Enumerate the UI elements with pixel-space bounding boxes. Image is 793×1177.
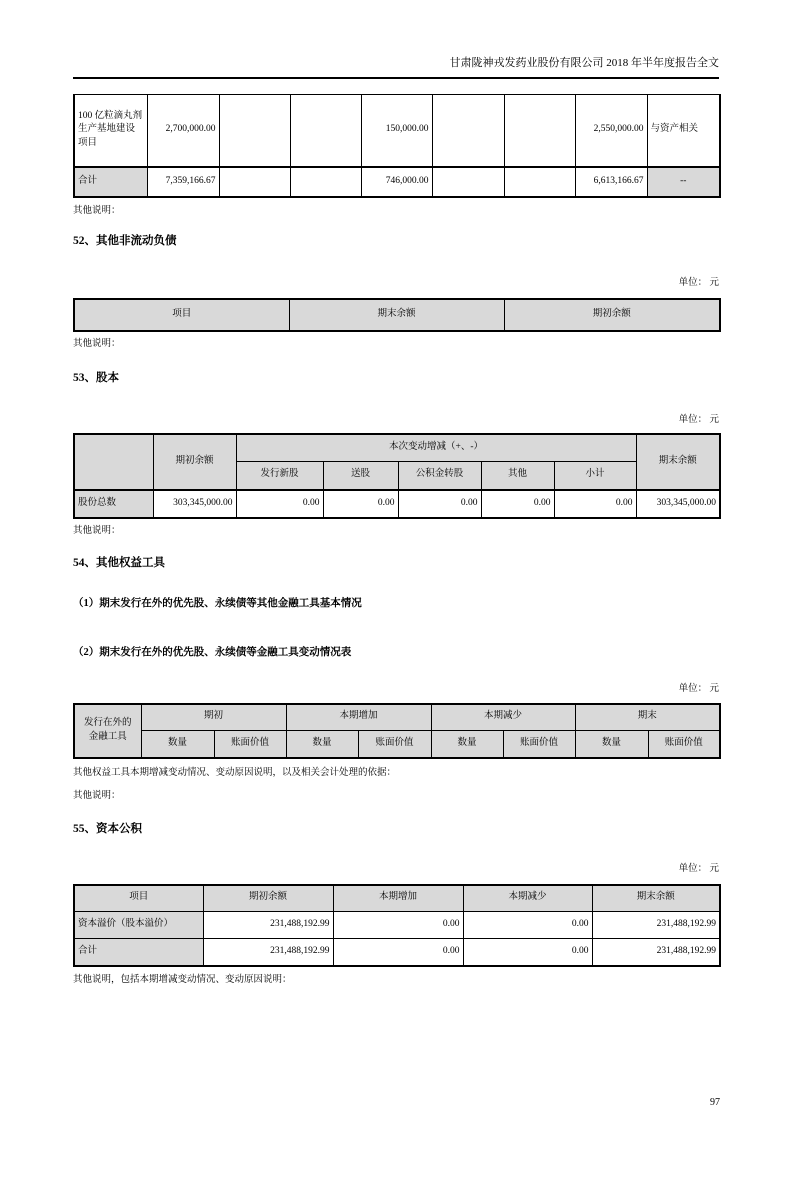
amount-cell: 303,345,000.00 — [153, 490, 236, 518]
amount-cell: 0.00 — [481, 490, 554, 518]
table-header-row — [74, 704, 720, 731]
header-cell: 期初余额 — [504, 299, 720, 331]
header-cell: 期末余额 — [289, 299, 504, 331]
header-cell: 期末余额 — [592, 885, 720, 912]
other-note: 其他说明： — [73, 205, 121, 216]
section-54-sub2: （2）期末发行在外的优先股、永续债等金融工具变动情况表 — [73, 646, 352, 658]
asset-related-cell: 与资产相关 — [647, 95, 720, 167]
header-cell: 数量 — [575, 731, 648, 758]
amount-cell: 303,345,000.00 — [636, 490, 720, 518]
change-reason-note: 其他权益工具本期增减变动情况、变动原因说明，以及相关会计处理的依据： — [73, 767, 397, 778]
header-cell: 期初余额 — [153, 434, 236, 490]
header-cell: 账面价值 — [358, 731, 431, 758]
header-cell: 项目 — [74, 885, 203, 912]
amount-cell: 0.00 — [554, 490, 636, 518]
amount-cell: 0.00 — [398, 490, 481, 518]
empty-cell — [504, 167, 575, 197]
header-cell: 账面价值 — [648, 731, 720, 758]
total-label-cell: 合计 — [74, 939, 203, 966]
empty-cell — [290, 167, 361, 197]
header-cell: 账面价值 — [214, 731, 286, 758]
other-noncurrent-liabilities-table — [73, 298, 721, 332]
project-name-cell: 100 亿粒滴丸剂生产基地建设项目 — [74, 95, 147, 167]
header-cell: 期初余额 — [203, 885, 333, 912]
table-header-row — [74, 299, 720, 331]
page-number: 97 — [710, 1097, 720, 1108]
dash-cell: -- — [647, 167, 720, 197]
section-54-title: 54、其他权益工具 — [73, 556, 165, 569]
table-header-row — [74, 434, 720, 462]
table-total-row — [74, 939, 720, 966]
amount-cell: 0.00 — [463, 912, 592, 939]
row-label-cell: 资本溢价（股本溢价） — [74, 912, 203, 939]
header-cell: 小计 — [554, 462, 636, 490]
header-cell: 数量 — [431, 731, 503, 758]
amount-cell: 2,700,000.00 — [147, 95, 219, 167]
header-cell: 送股 — [323, 462, 398, 490]
header-cell: 数量 — [141, 731, 214, 758]
equity-instruments-table — [73, 703, 721, 759]
group-header-cell: 本期减少 — [431, 704, 575, 731]
amount-cell: 0.00 — [236, 490, 323, 518]
amount-cell: 6,613,166.67 — [575, 167, 647, 197]
report-header-title: 甘肃陇神戎发药业股份有限公司 2018 年半年度报告全文 — [73, 55, 719, 79]
total-label-cell: 合计 — [74, 167, 147, 197]
other-note: 其他说明： — [73, 790, 121, 801]
corner-cell — [74, 434, 153, 490]
amount-cell: 231,488,192.99 — [203, 939, 333, 966]
group-header-cell: 期末 — [575, 704, 720, 731]
table-row — [74, 490, 720, 518]
corner-cell: 发行在外的金融工具 — [74, 704, 141, 758]
header-cell: 本期减少 — [463, 885, 592, 912]
empty-cell — [219, 95, 290, 167]
amount-cell: 746,000.00 — [361, 167, 432, 197]
header-cell: 期末余额 — [636, 434, 720, 490]
row-label-cell: 股份总数 — [74, 490, 153, 518]
group-header-cell: 期初 — [141, 704, 286, 731]
table-row — [74, 912, 720, 939]
unit-label: 单位： 元 — [678, 414, 719, 425]
empty-cell — [290, 95, 361, 167]
empty-cell — [504, 95, 575, 167]
header-cell: 其他 — [481, 462, 554, 490]
section-53-title: 53、股本 — [73, 371, 119, 384]
header-cell: 数量 — [286, 731, 358, 758]
page-content — [0, 55, 793, 987]
group-header-cell: 本期增加 — [286, 704, 431, 731]
amount-cell: 0.00 — [333, 939, 463, 966]
amount-cell: 7,359,166.67 — [147, 167, 219, 197]
empty-cell — [432, 95, 504, 167]
amount-cell: 231,488,192.99 — [592, 912, 720, 939]
amount-cell: 231,488,192.99 — [203, 912, 333, 939]
unit-label: 单位： 元 — [678, 683, 719, 694]
section-52-title: 52、其他非流动负债 — [73, 234, 177, 247]
group-header-cell: 本次变动增减（+、-） — [236, 434, 636, 462]
table-subheader-row — [74, 731, 720, 758]
amount-cell: 0.00 — [463, 939, 592, 966]
capital-reserve-table — [73, 884, 721, 967]
header-cell: 本期增加 — [333, 885, 463, 912]
table-row — [74, 95, 720, 167]
amount-cell: 0.00 — [323, 490, 398, 518]
header-cell: 账面价值 — [503, 731, 575, 758]
share-capital-table — [73, 433, 721, 519]
amount-cell: 231,488,192.99 — [592, 939, 720, 966]
amount-cell: 150,000.00 — [361, 95, 432, 167]
amount-cell: 0.00 — [333, 912, 463, 939]
other-note: 其他说明，包括本期增减变动情况、变动原因说明： — [73, 974, 292, 985]
amount-cell: 2,550,000.00 — [575, 95, 647, 167]
deferred-income-table — [73, 94, 721, 198]
header-cell: 发行新股 — [236, 462, 323, 490]
other-note: 其他说明： — [73, 525, 121, 536]
unit-label: 单位： 元 — [678, 277, 719, 288]
section-54-sub1: （1）期末发行在外的优先股、永续债等其他金融工具基本情况 — [73, 597, 362, 609]
table-total-row — [74, 167, 720, 197]
table-header-row — [74, 885, 720, 912]
empty-cell — [432, 167, 504, 197]
empty-cell — [219, 167, 290, 197]
header-cell: 项目 — [74, 299, 289, 331]
unit-label: 单位： 元 — [678, 863, 719, 874]
header-cell: 公积金转股 — [398, 462, 481, 490]
other-note: 其他说明： — [73, 338, 121, 349]
section-55-title: 55、资本公积 — [73, 822, 142, 835]
